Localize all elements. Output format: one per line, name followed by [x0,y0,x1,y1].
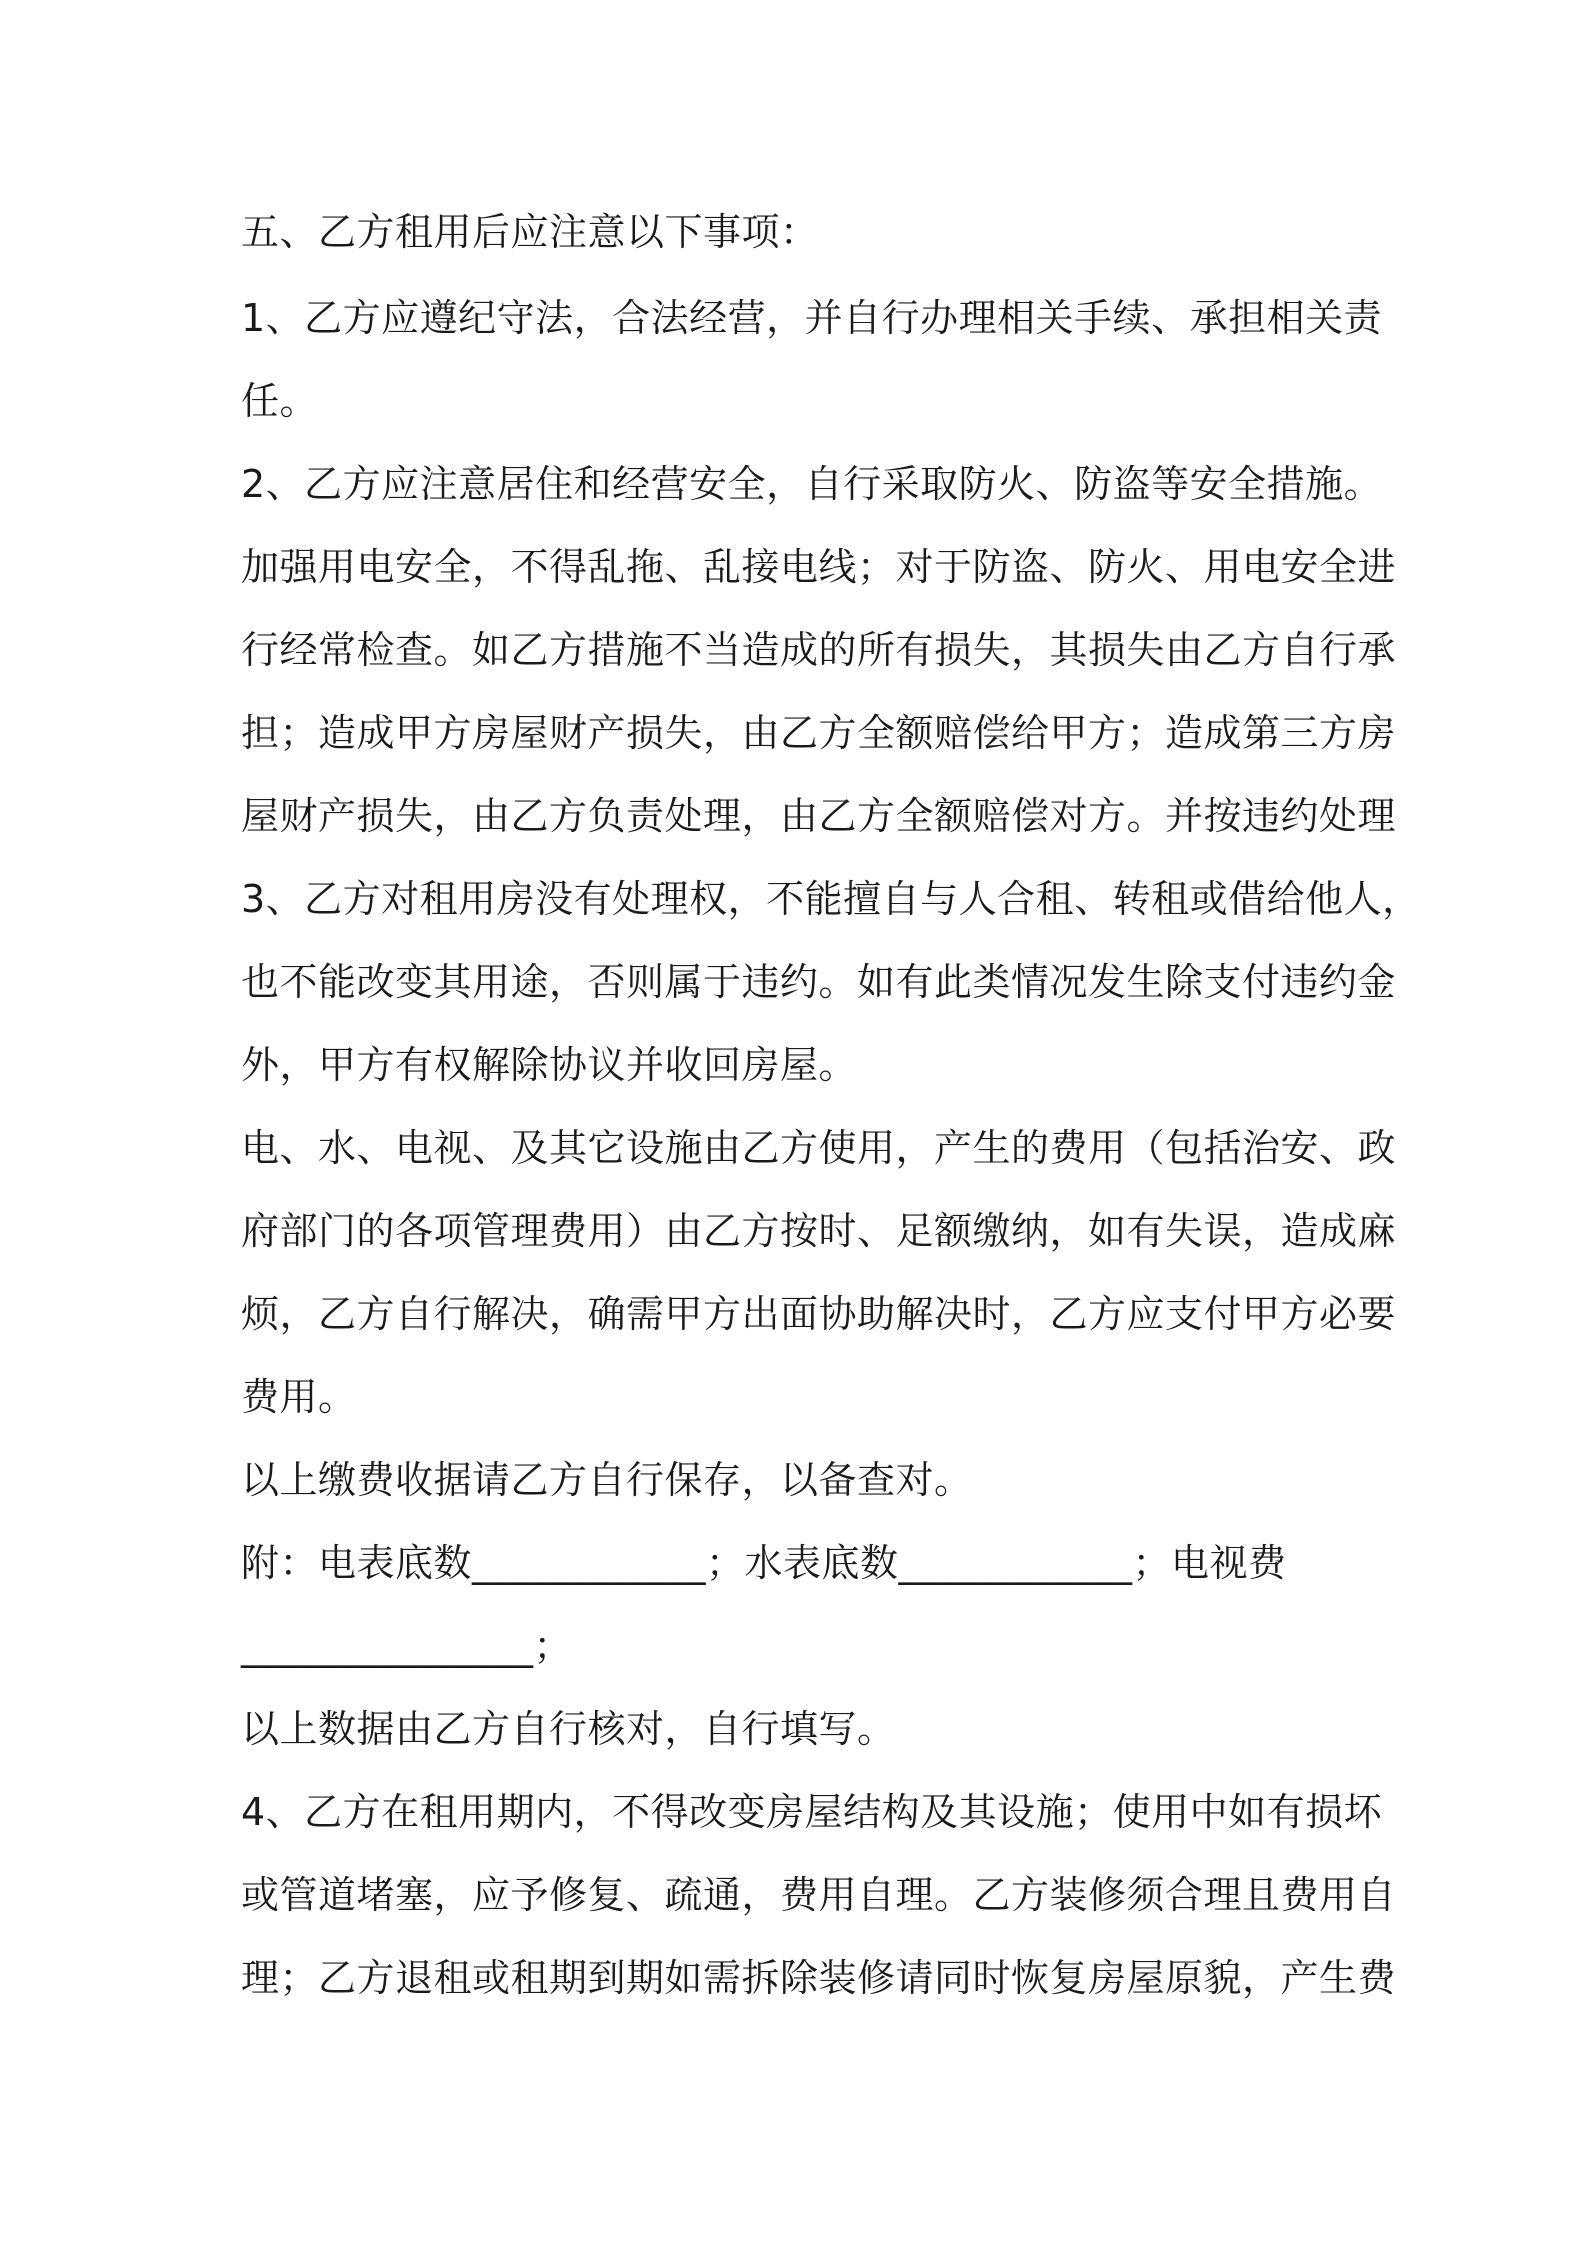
section-heading: 五、乙方租用后应注意以下事项： [241,210,819,254]
paragraph-line: 担；造成甲方房屋财产损失，由乙方全额赔偿给甲方；造成第三方房 [241,711,1397,755]
paragraph-line: 2、乙方应注意居住和经营安全，自行采取防火、防盗等安全措施。 [241,462,1383,506]
paragraph-line: 或管道堵塞，应予修复、疏通，费用自理。乙方装修须合理且费用自 [241,1873,1397,1917]
paragraph-line: 也不能改变其用途，否则属于违约。如有此类情况发生除支付违约金 [241,960,1397,1004]
meter-reading-line: 附：电表底数____________；水表底数____________；电视费 [241,1541,1287,1585]
paragraph-line: 任。 [241,379,319,423]
paragraph-line: 3、乙方对租用房没有处理权，不能擅自与人合租、转租或借给他人， [241,877,1421,921]
paragraph-line: 加强用电安全，不得乱拖、乱接电线；对于防盗、防火、用电安全进 [241,545,1397,589]
paragraph-line: 外，甲方有权解除协议并收回房屋。 [241,1043,858,1087]
paragraph-line: 屋财产损失，由乙方负责处理，由乙方全额赔偿对方。并按违约处理 [241,794,1397,838]
paragraph-line: 4、乙方在租用期内，不得改变房屋结构及其设施；使用中如有损坏 [241,1790,1383,1834]
paragraph-line: 府部门的各项管理费用）由乙方按时、足额缴纳，如有失误，造成麻 [241,1209,1397,1253]
paragraph-line: 行经常检查。如乙方措施不当造成的所有损失，其损失由乙方自行承 [241,628,1397,672]
paragraph-line: 以上缴费收据请乙方自行保存，以备查对。 [241,1458,973,1502]
paragraph-line: 费用。 [241,1375,357,1419]
paragraph-line: 理；乙方退租或租期到期如需拆除装修请同时恢复房屋原貌，产生费 [241,1956,1397,2000]
paragraph-line: 1、乙方应遵纪守法，合法经营，并自行办理相关手续、承担相关责 [241,296,1383,340]
meter-reading-line: _______________； [241,1624,573,1668]
paragraph-line: 烦，乙方自行解决，确需甲方出面协助解决时，乙方应支付甲方必要 [241,1292,1397,1336]
paragraph-line: 电、水、电视、及其它设施由乙方使用，产生的费用（包括治安、政 [241,1126,1397,1170]
paragraph-line: 以上数据由乙方自行核对，自行填写。 [241,1707,896,1751]
